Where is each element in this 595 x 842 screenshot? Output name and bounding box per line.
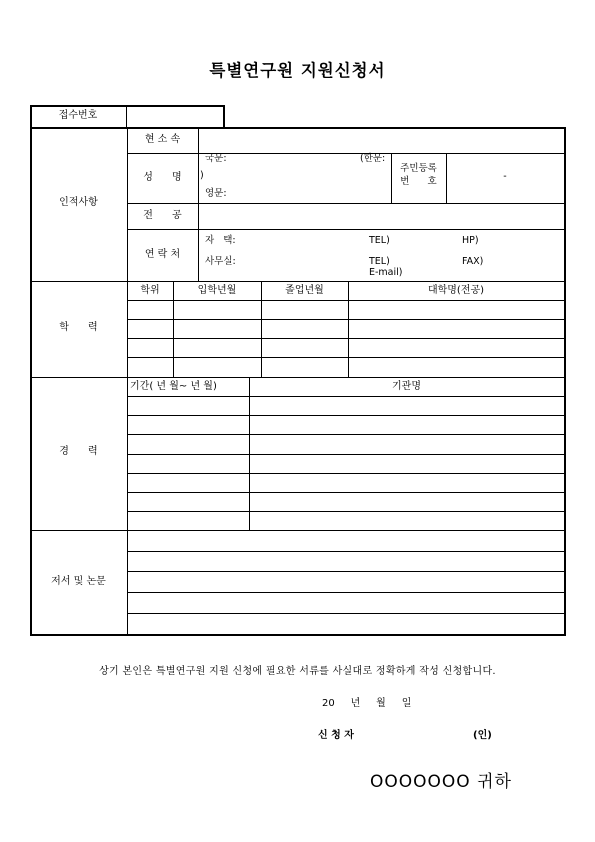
edu-header-university: 대학명(전공) (427, 285, 485, 296)
name-hanja-label: (한문: (360, 153, 386, 164)
applicant-label: 신 청 자 (318, 730, 354, 741)
home-label: 자 택: (205, 235, 236, 246)
edu-row-1[interactable] (128, 301, 563, 319)
career-row-6[interactable] (128, 493, 563, 511)
career-row-4[interactable] (128, 455, 563, 473)
declaration-statement: 상기 본인은 특별연구원 지원 신청에 필요한 서류를 사실대로 정확하게 작성 신청합니다. (99, 666, 496, 677)
affiliation-field[interactable] (200, 128, 562, 152)
affiliation-label: 현 소 속 (144, 134, 181, 145)
edu-row-4[interactable] (128, 358, 563, 376)
pub-row-1[interactable] (128, 532, 563, 551)
office-tel-label: TEL) (369, 256, 390, 267)
form-title: 특별연구원 지원신청서 (209, 61, 386, 80)
pub-row-3[interactable] (128, 572, 563, 591)
seal-label: (인) (473, 730, 492, 741)
career-section-bottom (30, 530, 565, 531)
pub-row-4[interactable] (128, 593, 563, 612)
office-fax-label: FAX) (462, 256, 484, 267)
office-address-field[interactable] (250, 256, 365, 270)
pub-row-5[interactable] (128, 614, 563, 633)
edu-row-3[interactable] (128, 339, 563, 357)
home-address-field[interactable] (250, 235, 365, 249)
education-section-label: 학 력 (59, 322, 98, 333)
table-bottom-border (30, 634, 565, 636)
major-field[interactable] (200, 204, 562, 228)
career-section-label: 경 력 (59, 446, 98, 457)
edu-header-admission: 입학년월 (197, 285, 237, 296)
home-tel-label: TEL) (369, 235, 390, 246)
personal-section-bottom (30, 281, 565, 282)
edu-header-graduation: 졸업년월 (285, 285, 324, 296)
name-label: 성 명 (143, 172, 182, 183)
contact-label: 연 락 처 (144, 249, 181, 260)
edu-row-2[interactable] (128, 320, 563, 338)
career-row-1[interactable] (128, 397, 563, 415)
recipient: OOOOOOO 귀하 (370, 772, 512, 792)
name-korean-field[interactable] (230, 154, 355, 169)
career-row-5[interactable] (128, 474, 563, 492)
rrn-value: - (503, 171, 507, 182)
personal-row-line-3 (127, 229, 565, 230)
name-english-label: 영문: (205, 188, 227, 199)
career-header-period: 기간( 년 월~ 년 월) (130, 381, 217, 392)
receipt-label: 접수번호 (58, 110, 98, 121)
applicant-signature-field[interactable] (372, 729, 468, 743)
office-email-label: E-mail) (369, 267, 403, 278)
name-hanja-close: ) (200, 170, 204, 181)
career-row-3[interactable] (128, 435, 563, 453)
publications-section-label: 저서 및 논문 (51, 576, 106, 587)
office-label: 사무실: (205, 256, 236, 267)
career-header-institution: 기관명 (392, 381, 421, 392)
career-row-2[interactable] (128, 416, 563, 434)
major-label: 전 공 (143, 210, 182, 221)
application-date: 20 년 월 일 (322, 698, 412, 709)
edu-header-degree: 학위 (140, 285, 160, 296)
career-row-7[interactable] (128, 512, 563, 529)
personal-label-column (198, 127, 199, 281)
receipt-box-divider (126, 105, 127, 127)
name-korean-label: 국문: (205, 153, 227, 164)
rrn-label-line2: 번 호 (400, 176, 437, 187)
education-section-bottom (30, 377, 565, 378)
rrn-label-line1: 주민등록 (400, 163, 437, 174)
receipt-number-field[interactable] (128, 106, 222, 126)
pub-row-2[interactable] (128, 552, 563, 571)
home-hp-label: HP) (462, 235, 479, 246)
rrn-field[interactable] (448, 154, 562, 202)
receipt-box-right (223, 105, 225, 127)
name-english-field[interactable] (230, 188, 388, 201)
personal-section-label: 인적사항 (59, 197, 98, 208)
